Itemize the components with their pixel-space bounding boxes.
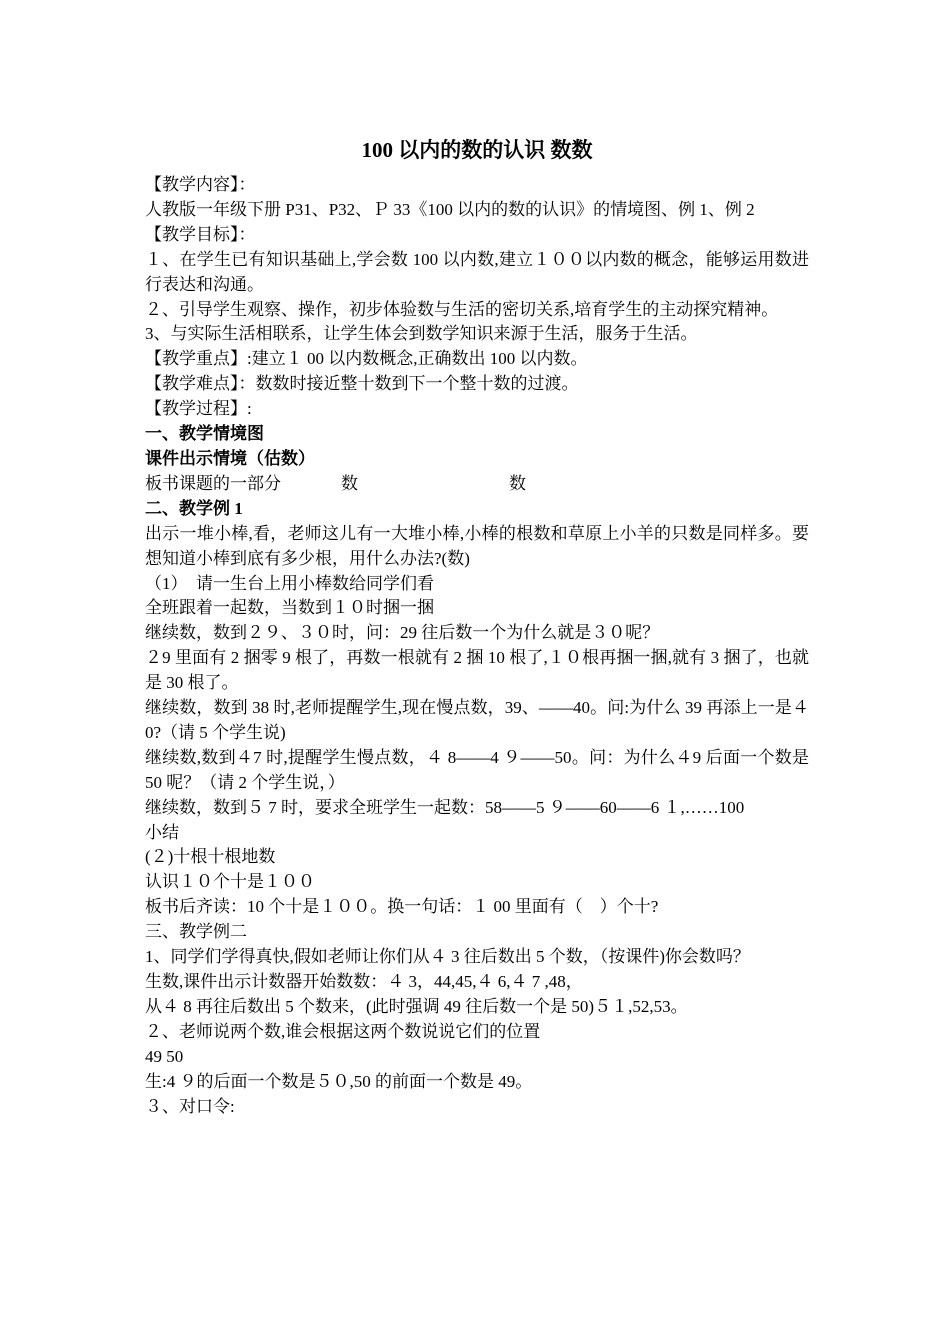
paragraph-count-29-30: 继续数，数到２９、３０时，问：29 往后数一个为什么就是３０呢？	[145, 623, 660, 643]
heading-teaching-goals: 【教学目标】：	[145, 224, 256, 244]
document-page	[145, 133, 814, 1119]
paragraph-29-explain: ２9 里面有 2 捆零 9 根了，再数一根就有 2 捆 10 根了,１０根再捆一捆,就有 3 捆了，也就是 30 根了。	[145, 648, 809, 693]
paragraph-count-together: 全班跟着一起数，当数到１０时捆一捆	[145, 598, 434, 618]
paragraph-student-answer: 生:4 ９的后面一个数是５０,50 的前面一个数是 49。	[145, 1071, 533, 1091]
paragraph-from-48: 从４ 8 再往后数出 5 个数来，(此时强调 49 往后数一个是 50)５１,52,53。	[145, 996, 688, 1016]
paragraph-count-57: 继续数，数到５ 7 时，要求全班学生一起数：58——5 ９——60——6 １,……100	[145, 797, 745, 817]
paragraph-example2-1: 1、同学们学得真快,假如老师让你们从４ 3 往后数出 5 个数，（按课件)你会数吗？	[145, 947, 750, 967]
teaching-key-point: 【教学重点】:建立１ 00 以内数概念,正确数出 100 以内数。	[145, 349, 588, 369]
board-word-1: 数	[341, 473, 358, 493]
goal-item-1: １、在学生已有知识基础上,学会数 100 以内数,建立１００以内数的概念，能够运用数进行表达和沟通。	[145, 249, 809, 294]
teaching-difficulty: 【教学难点】：数数时接近整十数到下一个整十数的过渡。	[145, 374, 579, 394]
paragraph-sticks-intro: 出示一堆小棒,看，老师这儿有一大堆小棒,小棒的根数和草原上小羊的只数是同样多。要想知道小棒到底有多少根，用什么办法?(数)	[145, 523, 809, 568]
section-heading-1: 一、教学情境图	[145, 424, 264, 444]
heading-teaching-process: 【教学过程】:	[145, 399, 252, 419]
section-heading-3: 三、教学例二	[145, 922, 247, 942]
section-heading-2: 二、教学例 1	[145, 498, 243, 518]
paragraph-ten-tens: 认识１０个十是１００	[145, 872, 315, 892]
step-1: （1） 请一生台上用小棒数给同学们看	[145, 573, 434, 593]
board-title-row	[145, 472, 809, 497]
paragraph-count-38: 继续数，数到 38 时,老师提醒学生,现在慢点数，39、——40。问:为什么 39 再添上一是４ 0?（请 5 个学生说)	[145, 698, 814, 742]
paragraph-board-read: 板书后齐读：10 个十是１００。换一句话：１ 00 里面有（ ）个十?	[145, 897, 659, 917]
document-title: 100 以内的数的认识 数数	[361, 138, 593, 162]
board-word-2: 数	[509, 473, 526, 493]
step-2: (２)十根十根地数	[145, 847, 276, 867]
summary-label: 小结	[145, 822, 179, 842]
paragraph-example2-2: ２、老师说两个数,谁会根据这两个数说说它们的位置	[145, 1021, 541, 1041]
goal-item-2: ２、引导学生观察、操作，初步体验数与生活的密切关系,培育学生的主动探究精神。	[145, 299, 779, 319]
goal-item-3: 3、与实际生活相联系，让学生体会到数学知识来源于生活，服务于生活。	[145, 324, 698, 344]
board-label: 板书课题的一部分	[145, 473, 281, 493]
paragraph-counter: 生数,课件出示计数器开始数数：４ 3，44,45,４ 6,４ 7 ,48，	[145, 972, 583, 991]
paragraph-teaching-content: 人教版一年级下册 P31、P32、Ｐ 33《100 以内的数的认识》的情境图、例 1、例 2	[145, 199, 755, 219]
paragraph-count-47: 继续数,数到４7 时,提醒学生慢点数，４ 8——4 ９——50。问：为什么４9 后面一个数是 50 呢？（请 2 个学生说，）	[145, 747, 814, 792]
paragraph-example2-3: ３、对口令:	[145, 1096, 235, 1116]
heading-teaching-content: 【教学内容】：	[145, 175, 256, 194]
paragraph-49-50: 49 50	[145, 1046, 184, 1066]
courseware-situation: 课件出示情境（估数）	[145, 448, 315, 468]
